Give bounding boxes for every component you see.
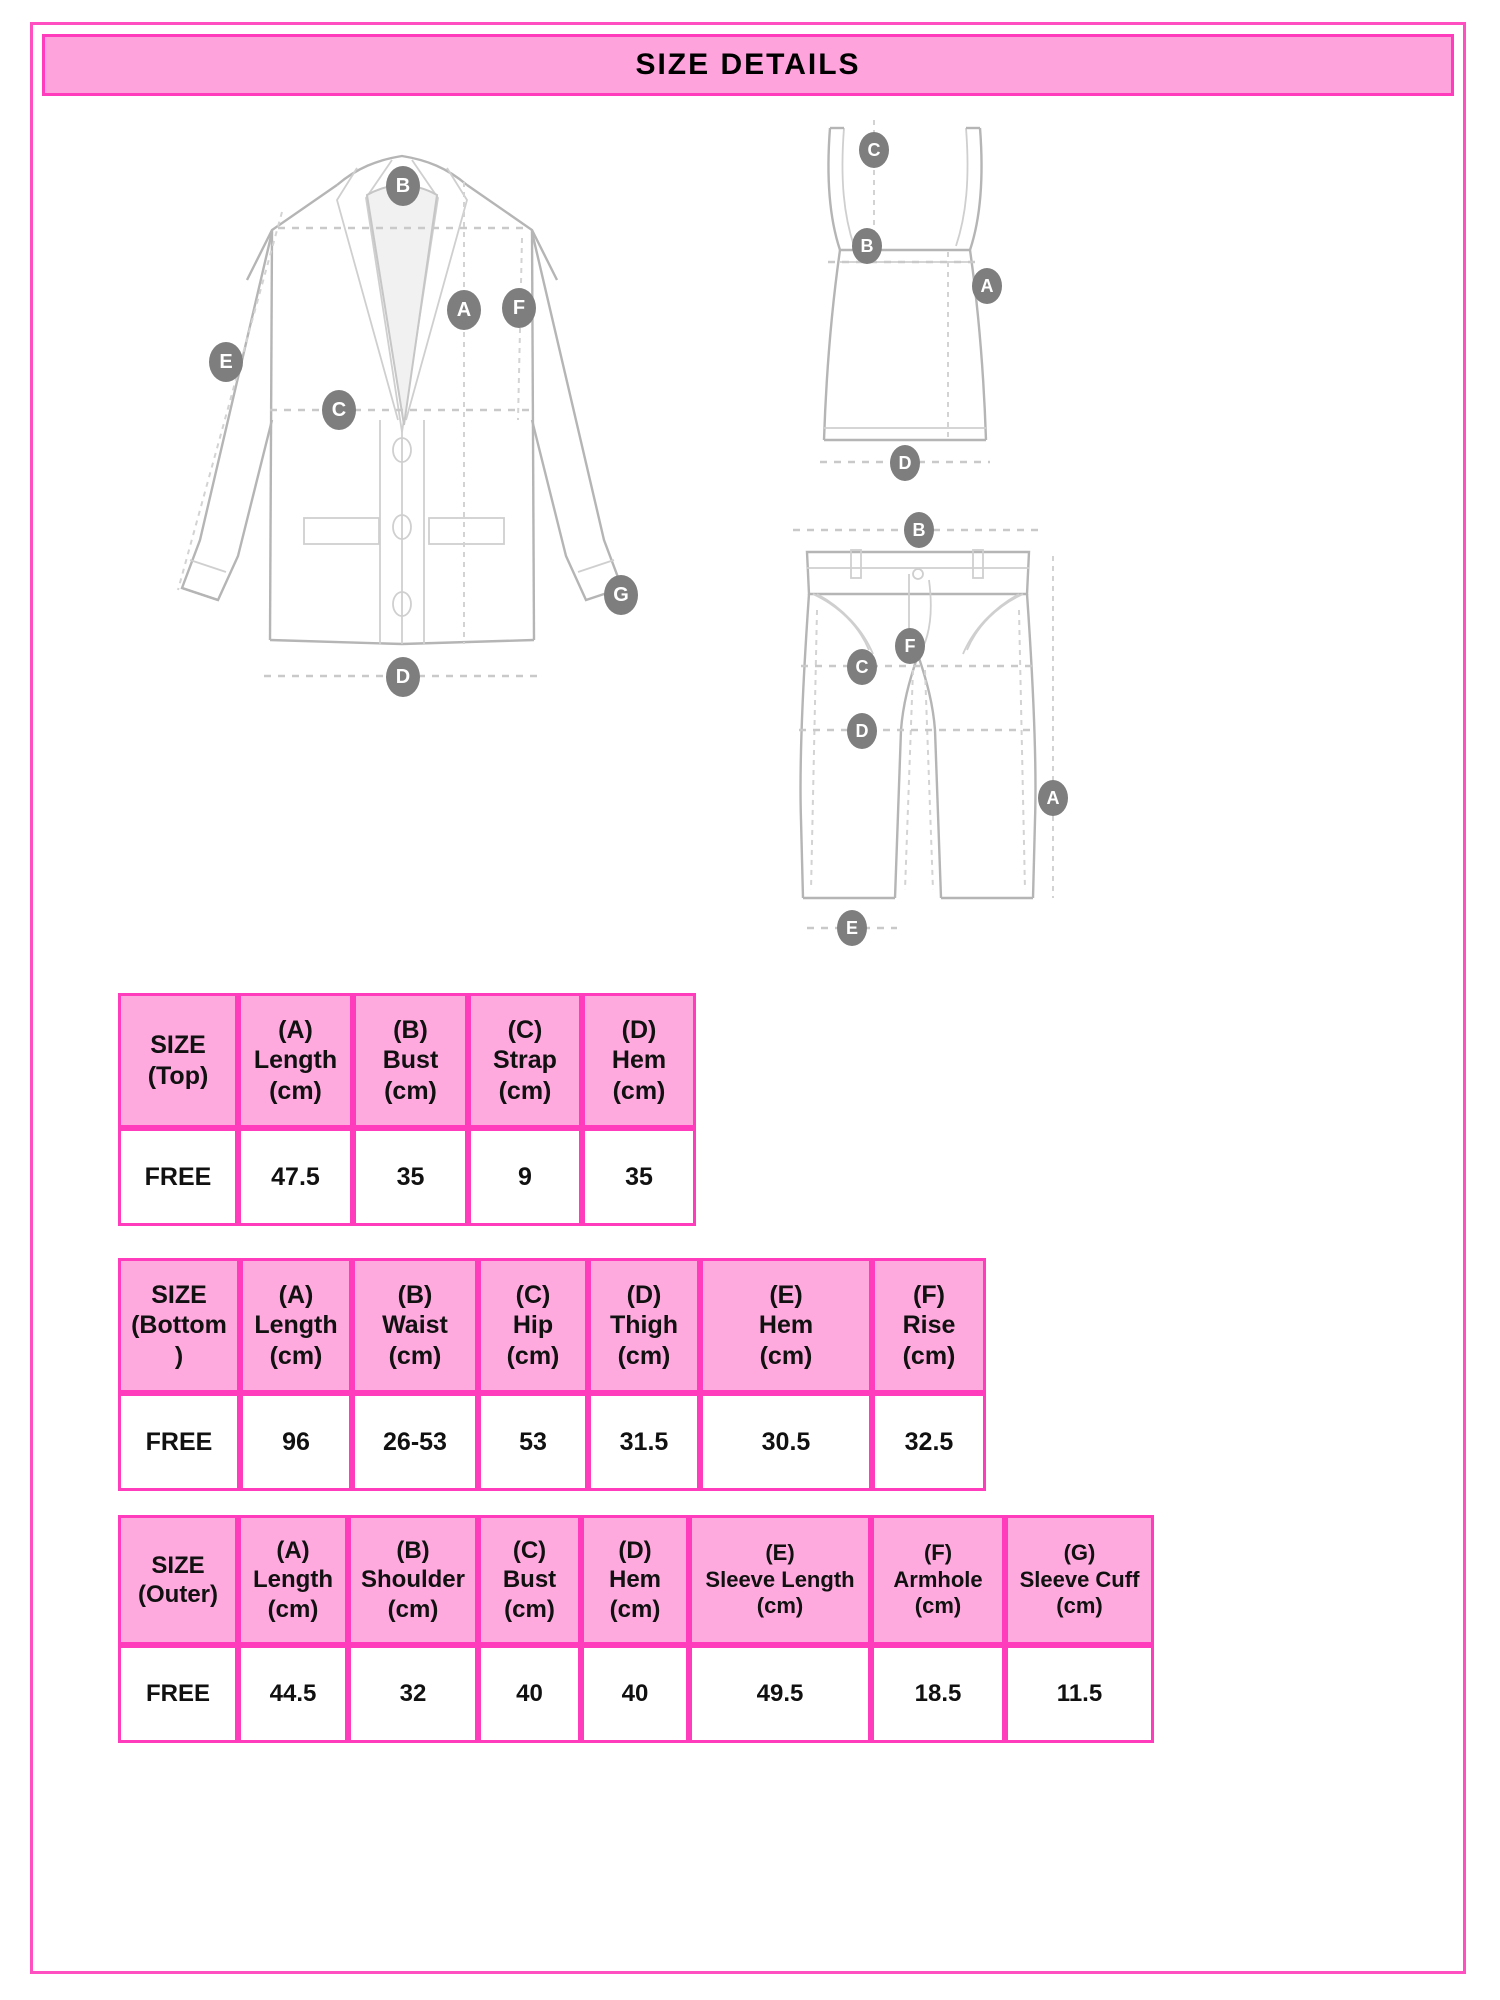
marker-c-cardigan: C — [322, 390, 356, 430]
camisole-diagram — [782, 110, 1042, 500]
header-length: (A) Length (cm) — [240, 1258, 352, 1393]
cell-hip: 53 — [478, 1393, 588, 1491]
header-size-bottom: SIZE (Bottom ) — [118, 1258, 240, 1393]
header-hip: (C) Hip (cm) — [478, 1258, 588, 1393]
cell-hem: 30.5 — [700, 1393, 872, 1491]
table-row — [118, 1393, 986, 1491]
cell-bust: 35 — [353, 1128, 468, 1226]
table-header-row — [118, 1258, 986, 1393]
camisole-sketch — [782, 110, 1042, 500]
table-row — [118, 1645, 1154, 1743]
header-size-outer: SIZE (Outer) — [118, 1515, 238, 1645]
header-hem: (D) Hem (cm) — [582, 993, 696, 1128]
cell-strap: 9 — [468, 1128, 582, 1226]
header-waist: (B) Waist (cm) — [352, 1258, 478, 1393]
marker-g-cardigan: G — [604, 575, 638, 615]
table-header-row — [118, 993, 696, 1128]
page-title-bar — [42, 34, 1454, 96]
header-shoulder: (B) Shoulder (cm) — [348, 1515, 478, 1645]
cell-hem: 35 — [582, 1128, 696, 1226]
header-bust: (C) Bust (cm) — [478, 1515, 581, 1645]
cell-shoulder: 32 — [348, 1645, 478, 1743]
marker-b-cardigan: B — [386, 166, 420, 206]
marker-a-camisole: A — [972, 268, 1002, 304]
marker-e-cardigan: E — [209, 342, 243, 382]
header-hem: (D) Hem (cm) — [581, 1515, 689, 1645]
size-chart-page — [30, 22, 1466, 1974]
header-armhole: (F) Armhole (cm) — [871, 1515, 1005, 1645]
cell-size: FREE — [118, 1393, 240, 1491]
size-table-outer — [118, 1515, 1154, 1743]
pants-diagram — [777, 490, 1077, 960]
header-sleeve-cuff: (G) Sleeve Cuff (cm) — [1005, 1515, 1154, 1645]
marker-b-camisole: B — [852, 228, 882, 264]
pants-sketch — [777, 490, 1077, 960]
garment-diagrams — [42, 100, 1454, 960]
cardigan-diagram — [152, 120, 672, 720]
header-hem: (E) Hem (cm) — [700, 1258, 872, 1393]
header-thigh: (D) Thigh (cm) — [588, 1258, 700, 1393]
header-sleeve-length: (E) Sleeve Length (cm) — [689, 1515, 871, 1645]
cell-sleeve-length: 49.5 — [689, 1645, 871, 1743]
marker-d-cardigan: D — [386, 657, 420, 697]
size-table-bottom — [118, 1258, 986, 1491]
table-header-row — [118, 1515, 1154, 1645]
cell-rise: 32.5 — [872, 1393, 986, 1491]
cell-length: 47.5 — [238, 1128, 353, 1226]
header-strap: (C) Strap (cm) — [468, 993, 582, 1128]
cell-thigh: 31.5 — [588, 1393, 700, 1491]
header-bust: (B) Bust (cm) — [353, 993, 468, 1128]
marker-f-cardigan: F — [502, 288, 536, 328]
header-length: (A) Length (cm) — [238, 1515, 348, 1645]
cell-length: 44.5 — [238, 1645, 348, 1743]
cell-bust: 40 — [478, 1645, 581, 1743]
marker-b-pants: B — [904, 512, 934, 548]
cardigan-sketch — [152, 120, 672, 720]
cell-size: FREE — [118, 1128, 238, 1226]
cell-hem: 40 — [581, 1645, 689, 1743]
cell-waist: 26-53 — [352, 1393, 478, 1491]
marker-e-pants: E — [837, 910, 867, 946]
cell-length: 96 — [240, 1393, 352, 1491]
header-size-top: SIZE (Top) — [118, 993, 238, 1128]
marker-a-cardigan: A — [447, 290, 481, 330]
marker-c-pants: C — [847, 649, 877, 685]
marker-d-pants: D — [847, 713, 877, 749]
marker-f-pants: F — [895, 628, 925, 664]
size-table-top — [118, 993, 696, 1226]
marker-a-pants: A — [1038, 780, 1068, 816]
table-row — [118, 1128, 696, 1226]
cell-sleeve-cuff: 11.5 — [1005, 1645, 1154, 1743]
marker-d-camisole: D — [890, 445, 920, 481]
marker-c-camisole: C — [859, 132, 889, 168]
header-length: (A) Length (cm) — [238, 993, 353, 1128]
cell-size: FREE — [118, 1645, 238, 1743]
header-rise: (F) Rise (cm) — [872, 1258, 986, 1393]
page-title: SIZE DETAILS — [635, 48, 861, 81]
cell-armhole: 18.5 — [871, 1645, 1005, 1743]
